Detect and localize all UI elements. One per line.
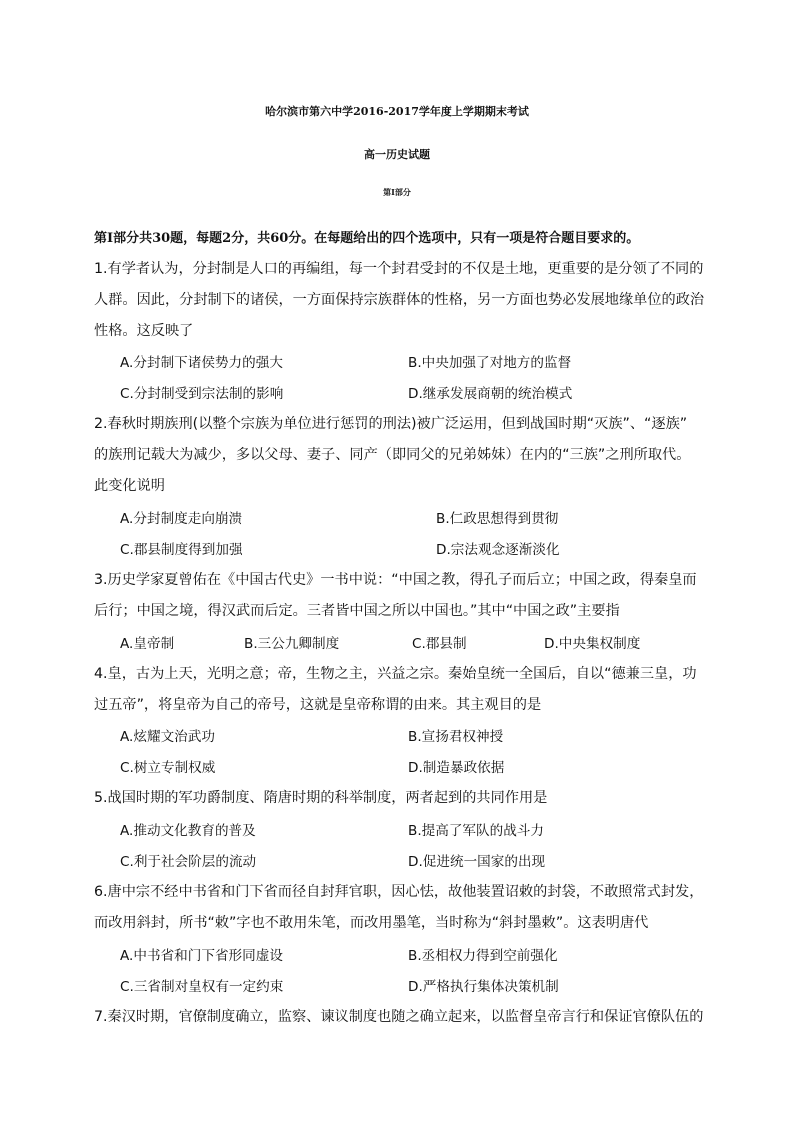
exam-title: 哈尔滨市第六中学2016-2017学年度上学期期末考试: [265, 105, 529, 118]
question-3-option-b[interactable]: B.三公九卿制度: [244, 636, 340, 652]
question-1-option-c[interactable]: C.分封制受到宗法制的影响: [120, 386, 284, 402]
question-1-line-2: 人群。因此，分封制下的诸侯，一方面保持宗族群体的性格，另一方面也势必发展地缘单位的政治: [94, 292, 705, 308]
question-6-option-c[interactable]: C.三省制对皇权有一定约束: [120, 979, 284, 995]
question-5-line-1: 5.战国时期的军功爵制度、隋唐时期的科举制度，两者起到的共同作用是: [94, 790, 548, 806]
question-5-option-a[interactable]: A.推动文化教育的普及: [120, 823, 256, 839]
question-2-option-a[interactable]: A.分封制度走向崩溃: [120, 511, 243, 527]
question-4-option-b[interactable]: B.宣扬君权神授: [408, 729, 504, 745]
question-2-option-b[interactable]: B.仁政思想得到贯彻: [436, 511, 559, 527]
question-2-line-1: 2.春秋时期族刑(以整个宗族为单位进行惩罚的刑法)被广泛运用，但到战国时期“灭族”、“逐族”: [94, 416, 688, 432]
question-6-option-d[interactable]: D.严格执行集体决策机制: [408, 979, 559, 995]
question-3-option-a[interactable]: A.皇帝制: [120, 636, 175, 652]
question-3-line-2: 后行；中国之境，得汉武而后定。三者皆中国之所以中国也。”其中“中国之政”主要指: [94, 603, 620, 619]
question-1-line-1: 1.有学者认为，分封制是人口的再编组，每一个封君受封的不仅是土地，更重要的是分领了不同的: [94, 261, 704, 277]
question-2-option-d[interactable]: D.宗法观念逐渐淡化: [436, 542, 560, 558]
question-5-option-c[interactable]: C.利于社会阶层的流动: [120, 854, 257, 870]
question-6-line-2: 而改用斜封，所书“敕”字也不敢用朱笔，而改用墨笔，当时称为“斜封墨敕”。这表明唐代: [94, 915, 649, 931]
question-6-option-b[interactable]: B.丞相权力得到空前强化: [408, 948, 558, 964]
question-7-line-1: 7.秦汉时期，官僚制度确立，监察、谏议制度也随之确立起来，以监督皇帝言行和保证官僚队伍的: [94, 1009, 704, 1025]
question-4-line-2: 过五帝”，将皇帝为自己的帝号，这就是皇帝称谓的由来。其主观目的是: [94, 697, 542, 713]
question-6-option-a[interactable]: A.中书省和门下省形同虚设: [120, 948, 283, 964]
question-2-option-c[interactable]: C.郡县制度得到加强: [120, 542, 243, 558]
question-4-line-1: 4.皇，古为上天，光明之意；帝，生物之主，兴益之宗。秦始皇统一全国后，自以“德兼三皇，功: [94, 666, 697, 682]
question-5-option-d[interactable]: D.促进统一国家的出现: [408, 854, 546, 870]
question-3-line-1: 3.历史学家夏曾佑在《中国古代史》一书中说：“中国之教，得孔子而后立；中国之政，得秦皇而: [94, 572, 697, 588]
question-6-line-1: 6.唐中宗不经中书省和门下省而径自封拜官职，因心怯，故他装置诏敕的封袋，不敢照常式封发，: [94, 884, 704, 900]
question-2-line-3: 此变化说明: [94, 478, 165, 494]
question-1-line-3: 性格。这反映了: [94, 323, 194, 339]
question-4-option-c[interactable]: C.树立专制权威: [120, 760, 216, 776]
question-1-option-d[interactable]: D.继承发展商朝的统治模式: [408, 386, 573, 402]
question-1-option-b[interactable]: B.中央加强了对地方的监督: [408, 355, 572, 371]
instructions: 第Ⅰ部分共30题，每题2分，共60分。在每题给出的四个选项中，只有一项是符合题目要求的。: [94, 231, 640, 246]
section-heading: 第Ⅰ部分: [383, 187, 411, 197]
question-2-line-2: 的族刑记载大为减少，多以父母、妻子、同产（即同父的兄弟姊妹）在内的“三族”之刑所取代。: [94, 447, 691, 463]
question-5-option-b[interactable]: B.提高了军队的战斗力: [408, 823, 544, 839]
question-3-option-c[interactable]: C.郡县制: [412, 636, 467, 652]
question-4-option-a[interactable]: A.炫耀文治武功: [120, 729, 215, 745]
question-4-option-d[interactable]: D.制造暴政依据: [408, 760, 505, 776]
question-3-option-d[interactable]: D.中央集权制度: [544, 636, 641, 652]
exam-subtitle: 高一历史试题: [364, 148, 430, 161]
question-1-option-a[interactable]: A.分封制下诸侯势力的强大: [120, 355, 283, 371]
